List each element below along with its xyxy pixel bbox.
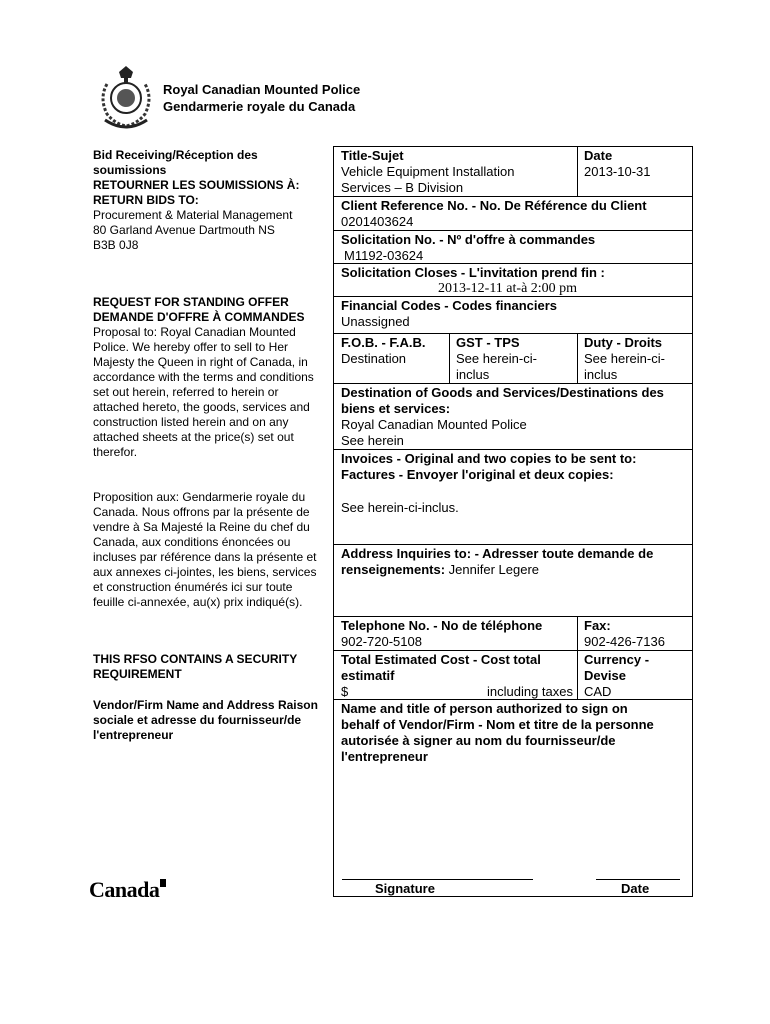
address-line-3: B3B 0J8 xyxy=(93,238,139,252)
invoices-label-2: Factures - Envoyer l'original et deux copies: xyxy=(341,467,614,482)
sig-date-label: Date xyxy=(621,881,650,896)
address-line-2: 80 Garland Avenue Dartmouth NS xyxy=(93,223,275,237)
auth-label-1: Name and title of person authorized to sign on xyxy=(341,701,628,716)
gst-cell xyxy=(449,334,577,383)
solicitation-value: M1192-03624 xyxy=(344,248,424,263)
duty-label: Duty - Droits xyxy=(584,335,662,350)
fob-value: Destination xyxy=(341,351,407,366)
fax-label: Fax: xyxy=(584,618,611,633)
rcmp-crest-logo xyxy=(95,64,157,134)
duty-cell xyxy=(577,334,693,383)
invoices-value: See herein-ci-inclus. xyxy=(341,500,459,515)
fob-cell xyxy=(334,334,449,367)
authorized-signer-cell xyxy=(334,700,693,765)
return-bids-en: RETURN BIDS TO: xyxy=(93,193,199,207)
phone-label: Telephone No. - No de téléphone xyxy=(341,618,543,633)
currency-label-1: Currency - xyxy=(584,652,650,667)
solicitation-cell xyxy=(334,231,693,264)
phone-cell xyxy=(334,617,577,650)
title-cell xyxy=(334,147,577,196)
inquiries-cell xyxy=(334,545,693,578)
date-line[interactable] xyxy=(596,879,680,880)
cost-cell xyxy=(334,651,577,700)
org-name-fr: Gendarmerie royale du Canada xyxy=(163,99,356,114)
gst-label: GST - TPS xyxy=(456,335,520,350)
rso-title: REQUEST FOR STANDING OFFER DEMANDE D'OFFRE À COMMANDES xyxy=(93,295,305,324)
title-value-2: Services – B Division xyxy=(341,180,464,195)
closes-label: Solicitation Closes - L'invitation prend fin : xyxy=(341,265,605,280)
invoices-cell xyxy=(334,450,693,516)
closes-cell xyxy=(334,264,693,297)
auth-label-3: autorisée à signer au nom du fournisseur/de xyxy=(341,733,616,748)
flag-icon xyxy=(160,879,166,887)
gst-value-1: See herein-ci- xyxy=(456,351,537,366)
fax-value: 902-426-7136 xyxy=(584,634,665,649)
duty-value-2: inclus xyxy=(584,367,618,382)
fax-cell xyxy=(577,617,693,650)
cost-label-2: estimatif xyxy=(341,668,395,683)
solicitation-label: Solicitation No. - Nº d'offre à commandes xyxy=(341,232,596,247)
inquiries-value: Jennifer Legere xyxy=(448,562,540,577)
destination-value-1: Royal Canadian Mounted Police xyxy=(341,417,527,432)
address-line-1: Procurement & Material Management xyxy=(93,208,293,222)
auth-label-2: behalf of Vendor/Firm - Nom et titre de la personne xyxy=(341,717,654,732)
bid-receiving-label: Bid Receiving/Réception des soumissions xyxy=(93,148,258,177)
financial-codes-cell xyxy=(334,297,693,330)
duty-value-1: See herein-ci- xyxy=(584,351,665,366)
proposal-en: Proposal to: Royal Canadian Mounted Police. We hereby offer to sell to Her Majesty the Queen in right of Canada, in accordance with the terms and conditions set out herein, referred to herein or attached hereto, the goods, services and construction listed herein and on any attached sheets at the price(s) set out therefor. xyxy=(93,325,314,459)
auth-label-4: l'entrepreneur xyxy=(341,749,428,764)
signature-line[interactable] xyxy=(342,879,533,880)
cost-taxes: including taxes xyxy=(487,684,573,699)
title-value-1: Vehicle Equipment Installation xyxy=(341,164,515,179)
proposal-fr-block xyxy=(93,490,318,610)
date-cell xyxy=(577,147,693,180)
org-name-en: Royal Canadian Mounted Police xyxy=(163,82,361,97)
canada-wordmark-text: Canada xyxy=(89,877,160,902)
financial-codes-value: Unassigned xyxy=(341,314,410,329)
inquiries-label-1: Address Inquiries to: - Adresser toute demande de xyxy=(341,546,654,561)
fob-label: F.O.B. - F.A.B. xyxy=(341,335,426,350)
invoices-label-1: Invoices - Original and two copies to be sent to: xyxy=(341,451,637,466)
security-block xyxy=(93,652,318,682)
cost-label-1: Total Estimated Cost - Cost total xyxy=(341,652,541,667)
gst-value-2: inclus xyxy=(456,367,490,382)
vendor-block xyxy=(93,698,318,743)
signature-label: Signature xyxy=(375,881,435,896)
bid-form xyxy=(333,146,693,897)
cost-currency-symbol: $ xyxy=(341,684,349,699)
phone-value: 902-720-5108 xyxy=(341,634,422,649)
destination-label-2: biens et services: xyxy=(341,401,451,416)
financial-codes-label: Financial Codes - Codes financiers xyxy=(341,298,557,313)
currency-cell xyxy=(577,651,693,700)
client-ref-value: 0201403624 xyxy=(341,214,414,229)
title-label: Title-Sujet xyxy=(341,148,404,163)
bid-receiving-block xyxy=(93,148,318,253)
date-label: Date xyxy=(584,148,613,163)
currency-value: CAD xyxy=(584,684,612,699)
date-value: 2013-10-31 xyxy=(584,164,651,179)
currency-label-2: Devise xyxy=(584,668,626,683)
destination-value-2: See herein xyxy=(341,433,404,448)
destination-cell xyxy=(334,384,693,449)
destination-label-1: Destination of Goods and Services/Destinations des xyxy=(341,385,664,400)
client-ref-cell xyxy=(334,197,693,230)
proposal-fr: Proposition aux: Gendarmerie royale du Canada. Nous offrons par la présente de vendre à Sa Majesté la Reine du chef du Canada, aux conditions énoncées ou incluses par référence dans la présente et aux annexes ci-jointes, les biens, services et construction énumérés ici sur toute feuille ci-annexée, au(x) prix indiqué(s). xyxy=(93,490,317,609)
canada-wordmark-logo xyxy=(89,877,166,903)
client-ref-label: Client Reference No. - No. De Référence du Client xyxy=(341,198,647,213)
proposal-block xyxy=(93,295,318,460)
return-bids-fr: RETOURNER LES SOUMISSIONS À: xyxy=(93,178,300,192)
closes-value: 2013-12-11 at-à 2:00 pm xyxy=(438,281,578,296)
vendor-label: Vendor/Firm Name and Address Raison sociale et adresse du fournisseur/de l'entrepreneur xyxy=(93,698,318,742)
security-requirement: THIS RFSO CONTAINS A SECURITY REQUIREMENT xyxy=(93,652,298,681)
inquiries-label-2: renseignements: xyxy=(341,562,446,577)
